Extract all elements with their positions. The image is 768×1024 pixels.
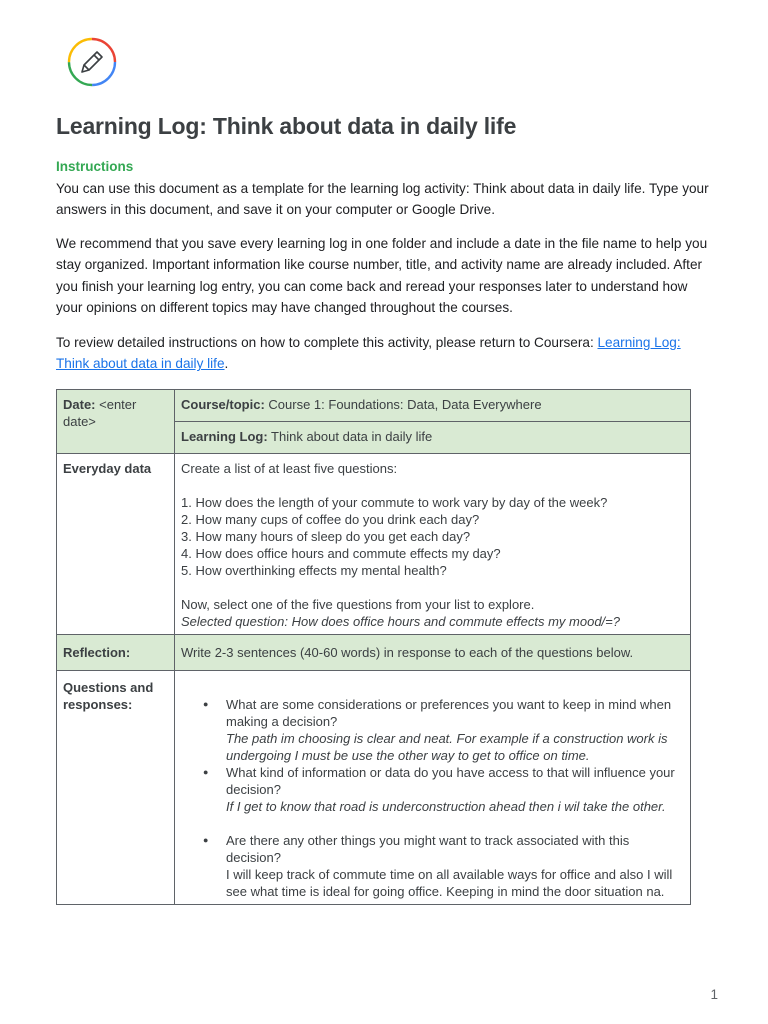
date-label: Date: <box>63 397 96 412</box>
review-text: To review detailed instructions on how to complete this activity, please return to Coursera: <box>56 335 598 350</box>
page-title: Learning Log: Think about data in daily life <box>56 113 517 139</box>
period: . <box>224 356 229 372</box>
selected-question <box>181 613 684 630</box>
qr-label-cell <box>57 671 175 905</box>
selected-label: Selected question <box>181 614 285 629</box>
qr-item <box>181 764 684 832</box>
date-value: <enter date> <box>63 397 137 429</box>
instructions-paragraph-1: You can use this document as a template for the learning log activity: Think about data in daily life. Type your answers in this document, and save it on your computer or Google Drive. <box>56 181 709 218</box>
question-item: 1. How does the length of your commute to work vary by day of the week? <box>181 495 608 510</box>
everyday-intro: Create a list of at least five questions: <box>181 461 398 476</box>
learning-log-table <box>56 389 691 905</box>
qr-answer: The path im choosing is clear and neat. For example if a construction work is undergoing I must be use the other way to get to office on time. <box>226 731 668 763</box>
question-item: 2. How many cups of coffee do you drink each day? <box>181 512 480 527</box>
qr-item <box>181 696 684 764</box>
qr-question: ● Are there any other things you might want to track associated with this decision? <box>226 833 630 865</box>
everyday-data-label-cell <box>57 454 175 635</box>
course-cell <box>175 390 691 422</box>
log-label: Learning Log: <box>181 429 268 444</box>
qr-answer: I will keep track of commute time on all available ways for office and also I will see what time is ideal for going office. Keeping in mind the door situation na. <box>226 867 673 899</box>
qr-question: ● What kind of information or data do you have access to that will influence your decision? <box>226 765 675 797</box>
everyday-data-label: Everyday data <box>63 461 152 476</box>
reflection-label: Reflection: <box>63 645 131 660</box>
qr-item <box>181 832 684 900</box>
question-item: 4. How does office hours and commute effects my day? <box>181 546 501 561</box>
instructions-paragraph-2: We recommend that you save every learning log in one folder and include a date in the file name to help you stay organized. Important information like course number, title, and activity name are already included. After you finish your learning log entry, you can come back and reread your responses later to understand how your opinions on different topics may have changed throughout the courses. <box>56 236 708 315</box>
everyday-data-cell[interactable] <box>175 454 691 635</box>
log-title-cell <box>175 422 691 454</box>
reflection-text: Write 2-3 sentences (40-60 words) in response to each of the questions below. <box>181 645 634 660</box>
instructions-heading: Instructions <box>56 159 134 174</box>
qr-label: Questions and responses: <box>63 680 154 712</box>
course-label: Course/topic: <box>181 397 265 412</box>
question-item: 5. How overthinking effects my mental health? <box>181 563 447 578</box>
selected-value: : How does office hours and commute effects my mood/=? <box>284 614 620 629</box>
reflection-label-cell <box>57 635 175 671</box>
course-value: Course 1: Foundations: Data, Data Everywhere <box>264 397 542 412</box>
qr-cell[interactable] <box>175 671 691 905</box>
reflection-cell <box>175 635 691 671</box>
page-number: 1 <box>710 987 718 1002</box>
pencil-logo-icon <box>66 36 118 88</box>
date-cell[interactable] <box>57 390 175 454</box>
coursera-link[interactable]: Learning Log: Think about data in daily life <box>56 335 681 372</box>
select-instruction: Now, select one of the five questions from your list to explore. <box>181 597 535 612</box>
instructions-paragraph-3 <box>56 332 716 375</box>
qr-answer: If I get to know that road is underconstruction ahead then i wil take the other. <box>226 799 666 814</box>
log-value: Think about data in daily life <box>267 429 433 444</box>
qr-question: ● What are some considerations or preferences you want to keep in mind when making a decision? <box>226 697 672 729</box>
question-item: 3. How many hours of sleep do you get each day? <box>181 529 471 544</box>
